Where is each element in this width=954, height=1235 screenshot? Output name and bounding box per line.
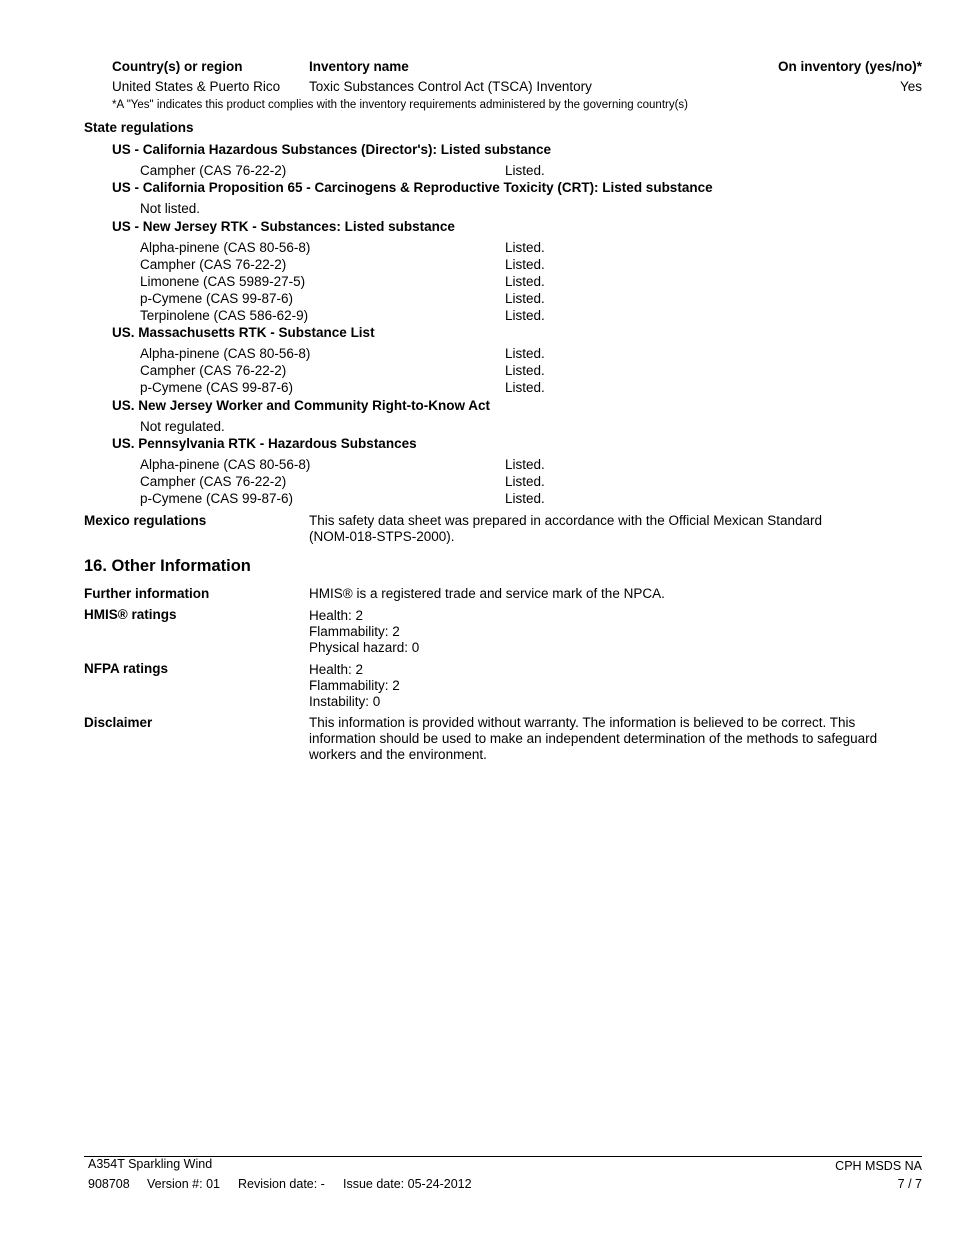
nj-rtk-title: US - New Jersey RTK - Substances: Listed substance [112,219,455,234]
disclaimer-line3: workers and the environment. [309,747,487,762]
nj-rtk-status: Listed. [505,257,545,272]
footer-issue-date: Issue date: 05-24-2012 [343,1177,472,1191]
inventory-cell-country: United States & Puerto Rico [112,79,281,94]
state-regulations-heading: State regulations [84,120,194,135]
pa-rtk-title: US. Pennsylvania RTK - Hazardous Substances [112,436,417,451]
nfpa-flammability: Flammability: 2 [309,678,400,693]
ca-prop65-text: Not listed. [140,201,201,216]
nfpa-ratings-label: NFPA ratings [84,661,169,676]
nj-rtk-substance: Campher (CAS 76-22-2) [140,257,287,272]
disclaimer-line1: This information is provided without warranty. The information is believed to be correct. This [309,715,856,730]
nj-rtk-substance: Alpha-pinene (CAS 80-56-8) [140,240,311,255]
footer-revision-date: Revision date: - [238,1177,325,1191]
ma-rtk-status: Listed. [505,363,545,378]
disclaimer-line2: information should be used to make an independent determination of the methods to safeguard [309,731,878,746]
hmis-flammability: Flammability: 2 [309,624,400,639]
pa-rtk-status: Listed. [505,457,545,472]
footer-doc-id: 908708 [88,1177,130,1191]
hmis-physical-hazard: Physical hazard: 0 [309,640,420,655]
nj-rtk-status: Listed. [505,291,545,306]
ma-rtk-substance: Campher (CAS 76-22-2) [140,363,287,378]
footer-doc-type: CPH MSDS NA [835,1159,922,1173]
inventory-header-on-inventory: On inventory (yes/no)* [777,59,922,74]
footer-version: Version #: 01 [147,1177,220,1191]
hmis-ratings-label: HMIS® ratings [84,607,177,622]
nj-rtk-substance: p-Cymene (CAS 99-87-6) [140,291,294,306]
nj-rtk-status: Listed. [505,274,545,289]
mexico-regulations-label: Mexico regulations [84,513,207,528]
section-16-title: 16. Other Information [84,557,251,575]
inventory-header-country: Country(s) or region [112,59,243,74]
nj-worker-text: Not regulated. [140,419,225,434]
ca-hazardous-substance: Campher (CAS 76-22-2) [140,163,287,178]
ma-rtk-status: Listed. [505,380,545,395]
nfpa-instability: Instability: 0 [309,694,381,709]
further-information-label: Further information [84,586,210,601]
inventory-cell-name: Toxic Substances Control Act (TSCA) Inventory [309,79,592,94]
footer-page-number: 7 / 7 [897,1177,922,1191]
further-information-text: HMIS® is a registered trade and service mark of the NPCA. [309,586,665,601]
ma-rtk-status: Listed. [505,346,545,361]
inventory-header-name: Inventory name [309,59,409,74]
nj-worker-title: US. New Jersey Worker and Community Right-to-Know Act [112,398,491,413]
pa-rtk-status: Listed. [505,474,545,489]
ca-hazardous-status: Listed. [505,163,545,178]
nj-rtk-status: Listed. [505,240,545,255]
mexico-regulations-text-line1: This safety data sheet was prepared in accordance with the Official Mexican Standard [309,513,823,528]
hmis-health: Health: 2 [309,608,364,623]
ma-rtk-substance: p-Cymene (CAS 99-87-6) [140,380,294,395]
nfpa-health: Health: 2 [309,662,364,677]
pa-rtk-substance: p-Cymene (CAS 99-87-6) [140,491,294,506]
nj-rtk-substance: Limonene (CAS 5989-27-5) [140,274,306,289]
inventory-cell-on-inventory: Yes [899,79,922,94]
pa-rtk-substance: Campher (CAS 76-22-2) [140,474,287,489]
pa-rtk-status: Listed. [505,491,545,506]
nj-rtk-substance: Terpinolene (CAS 586-62-9) [140,308,309,323]
disclaimer-label: Disclaimer [84,715,153,730]
footer-product: A354T Sparkling Wind [88,1157,213,1171]
ca-hazardous-title: US - California Hazardous Substances (Director's): Listed substance [112,142,552,157]
nj-rtk-status: Listed. [505,308,545,323]
mexico-regulations-text-line2: (NOM-018-STPS-2000). [309,529,455,544]
pa-rtk-substance: Alpha-pinene (CAS 80-56-8) [140,457,311,472]
ma-rtk-title: US. Massachusetts RTK - Substance List [112,325,375,340]
inventory-footnote: *A "Yes" indicates this product complies with the inventory requirements administered by the governing country(s) [112,99,688,111]
ca-prop65-title: US - California Proposition 65 - Carcinogens & Reproductive Toxicity (CRT): Listed substance [112,180,713,195]
ma-rtk-substance: Alpha-pinene (CAS 80-56-8) [140,346,311,361]
